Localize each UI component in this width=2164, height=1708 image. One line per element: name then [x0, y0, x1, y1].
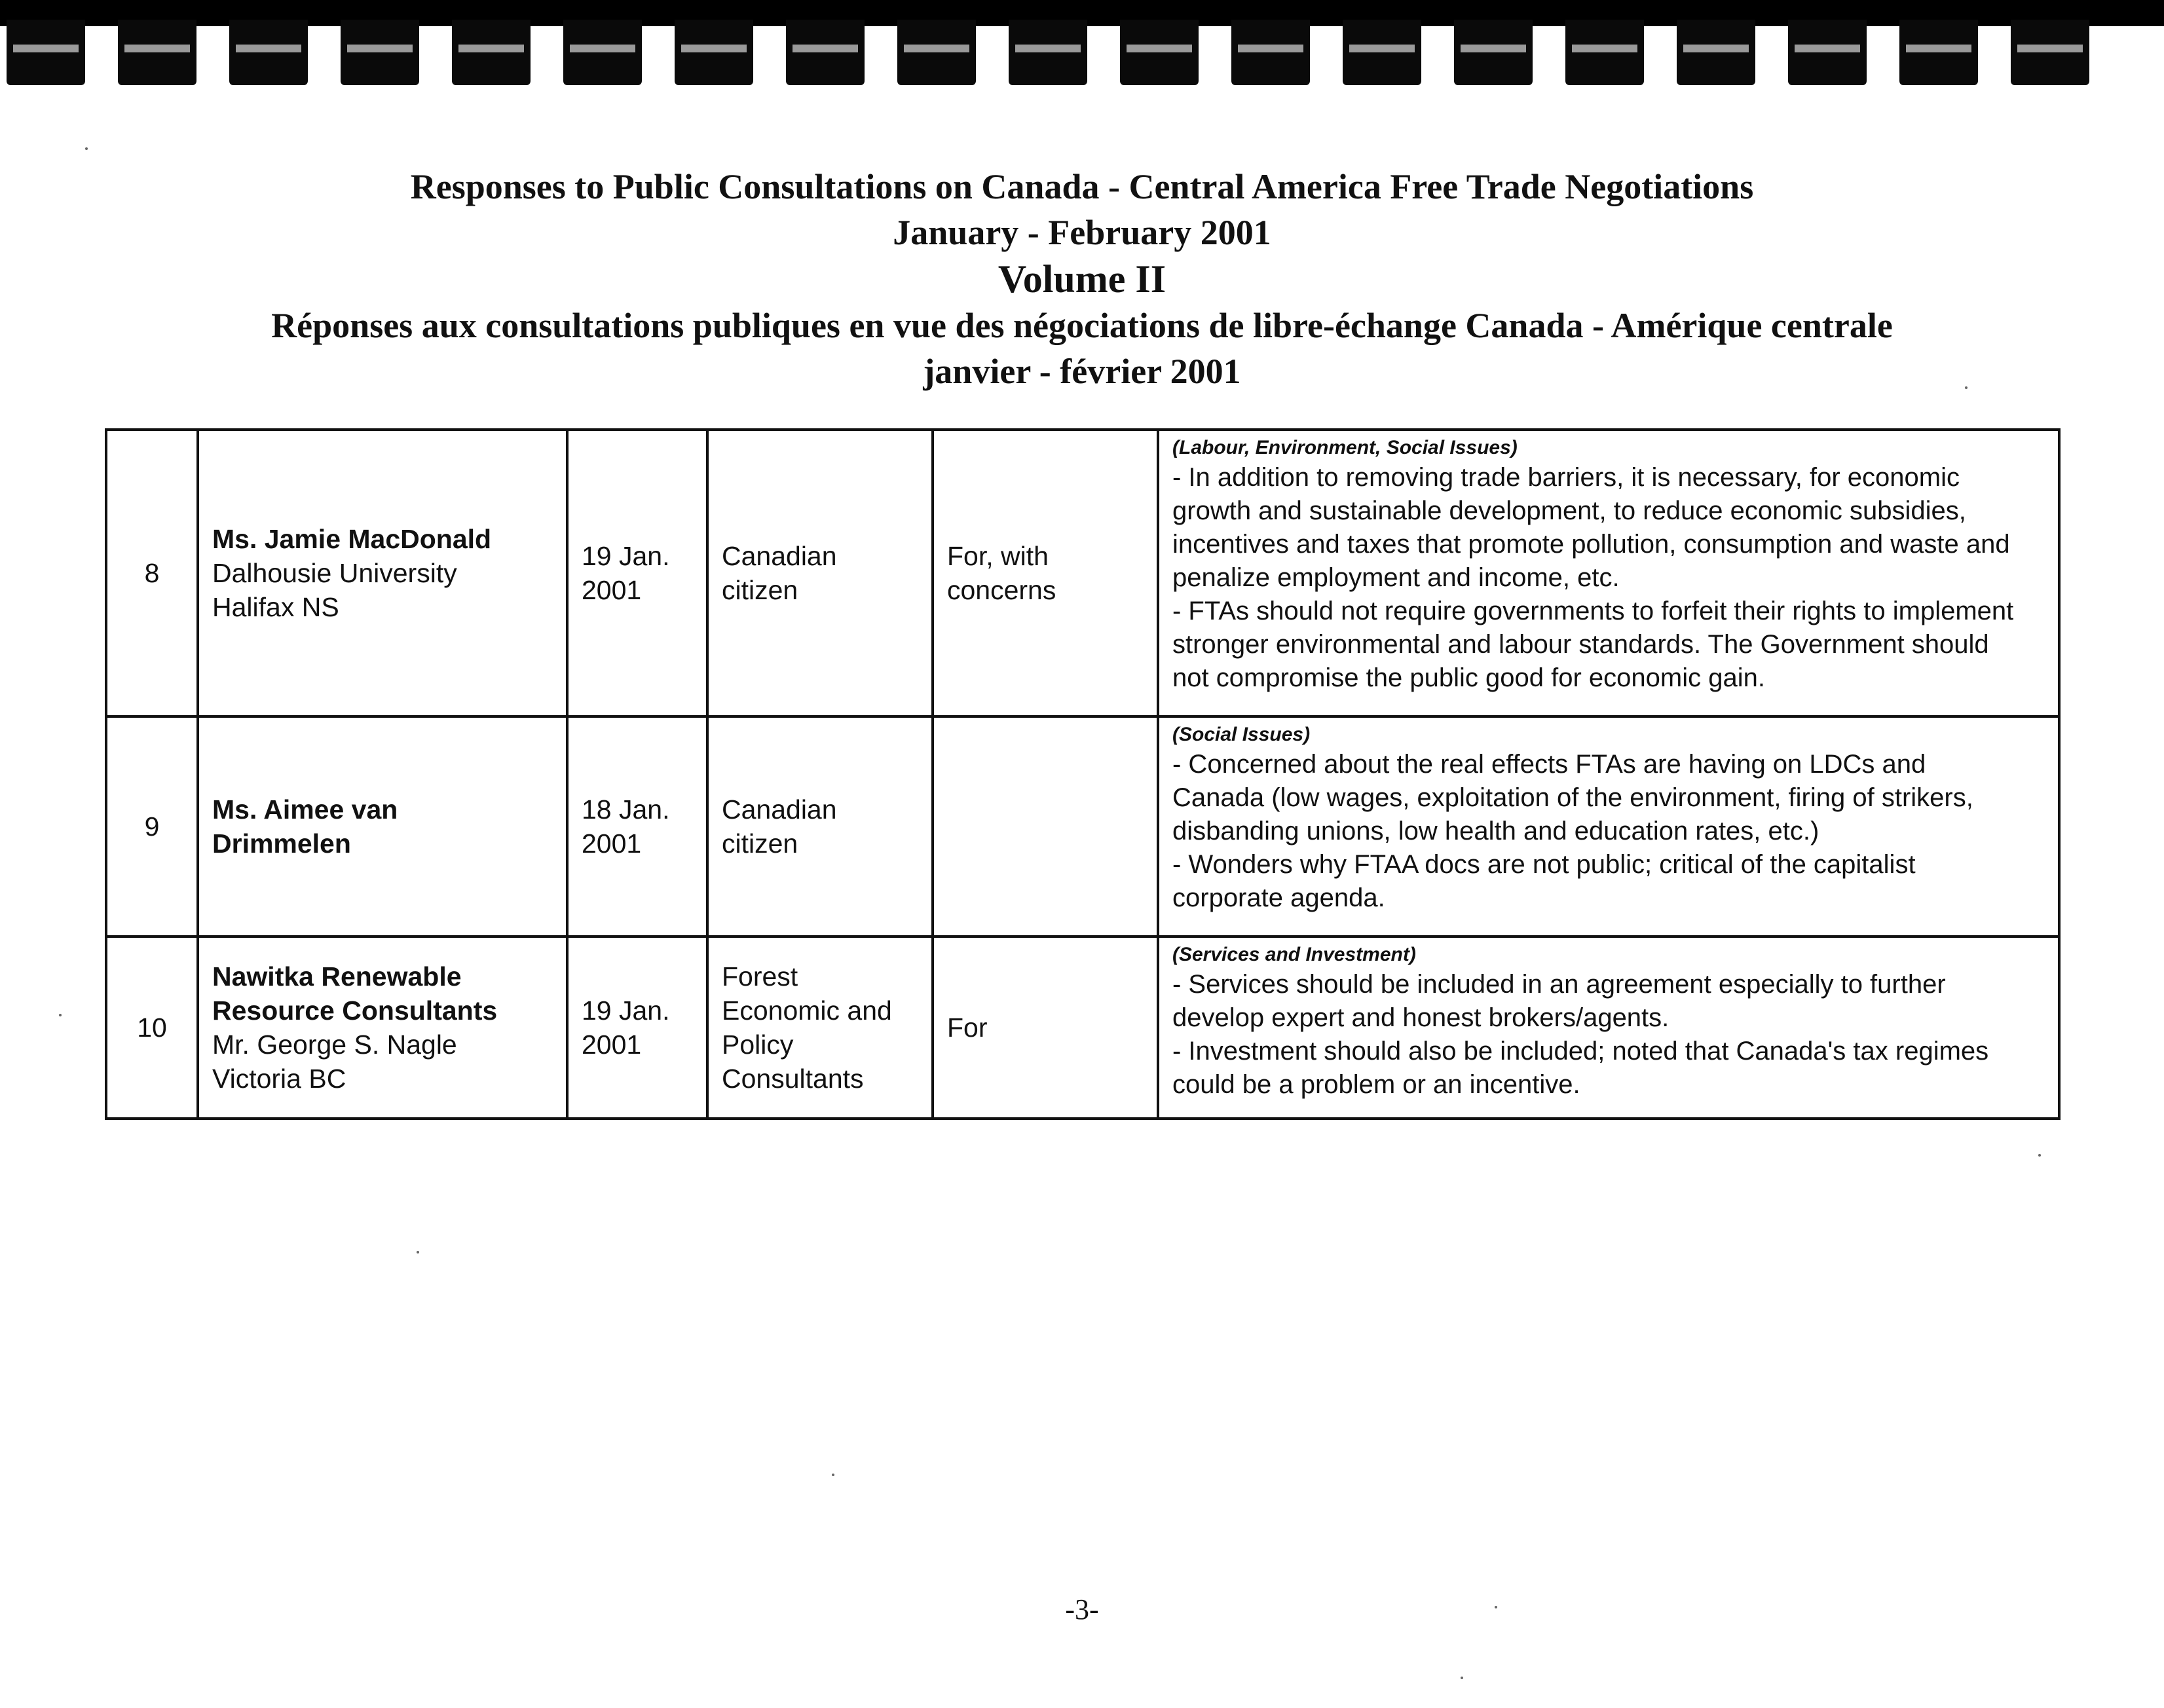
respondent-name: Ms. Jamie MacDonald: [212, 524, 492, 554]
document-header: [0, 164, 2164, 394]
comment-line: could be a problem or an incentive.: [1172, 1070, 1580, 1099]
date-line: 2001: [582, 1030, 642, 1060]
date-cell: [567, 716, 707, 937]
comment-line: - Concerned about the real effects FTAs are having on LDCs and: [1172, 750, 1926, 779]
comment-line: growth and sustainable development, to reduce economic subsidies,: [1172, 496, 1966, 525]
respondent-detail: Halifax NS: [212, 592, 339, 622]
date-line: 2001: [582, 828, 642, 859]
scan-speck: [1965, 386, 1968, 389]
respondent-cell: [198, 716, 567, 937]
row-number: 8: [106, 430, 198, 716]
comments-cell: [1158, 430, 2059, 716]
respondent-cell: [198, 937, 567, 1119]
respondent-detail: Victoria BC: [212, 1064, 346, 1094]
scan-speck: [1461, 1677, 1463, 1679]
respondent-type-cell: [707, 937, 933, 1119]
binding-tab: [786, 20, 865, 85]
respondent-name: Drimmelen: [212, 828, 351, 859]
comment-line: - FTAs should not require governments to forfeit their rights to implement: [1172, 597, 2014, 625]
scan-speck: [832, 1474, 834, 1476]
topic-label: (Labour, Environment, Social Issues): [1172, 437, 1518, 458]
type-line: Consultants: [722, 1064, 864, 1094]
scan-speck: [2038, 1154, 2041, 1157]
position-line: For, with: [947, 541, 1049, 571]
date-cell: [567, 430, 707, 716]
comment-line: stronger environmental and labour standards. The Government should: [1172, 630, 1989, 659]
respondent-detail: Dalhousie University: [212, 558, 457, 588]
date-line: 19 Jan.: [582, 995, 670, 1026]
binding-tab: [1454, 20, 1533, 85]
respondent-cell: [198, 430, 567, 716]
position-cell: [933, 937, 1158, 1119]
binding-tab: [1677, 20, 1755, 85]
binding-tab: [1343, 20, 1421, 85]
type-line: citizen: [722, 575, 798, 605]
date-cell: [567, 937, 707, 1119]
respondent-type-cell: [707, 716, 933, 937]
binding-tab: [1231, 20, 1310, 85]
date-line: 18 Jan.: [582, 794, 670, 825]
comment-line: - Investment should also be included; noted that Canada's tax regimes: [1172, 1037, 1989, 1066]
table-row: [106, 716, 2059, 937]
topic-label: (Services and Investment): [1172, 944, 1416, 965]
scan-speck: [417, 1251, 419, 1253]
comment-line: disbanding unions, low health and education rates, etc.): [1172, 817, 1819, 845]
page-number: -3-: [1065, 1593, 1099, 1625]
respondent-type-cell: [707, 430, 933, 716]
type-line: Forest: [722, 961, 798, 992]
position-cell: [933, 430, 1158, 716]
position-line: For: [947, 1012, 988, 1043]
binding-tab: [1120, 20, 1199, 85]
position-line: concerns: [947, 575, 1056, 605]
binding-tab: [563, 20, 642, 85]
comment-line: incentives and taxes that promote pollution, consumption and waste and: [1172, 530, 2010, 559]
comment-line: - Wonders why FTAA docs are not public; critical of the capitalist: [1172, 850, 1916, 879]
comment-line: Canada (low wages, exploitation of the environment, firing of strikers,: [1172, 783, 1973, 812]
date-range-english: January - February 2001: [893, 213, 1271, 252]
type-line: Canadian: [722, 541, 837, 571]
date-range-french: janvier - février 2001: [923, 352, 1241, 391]
scan-speck: [59, 1014, 62, 1016]
respondent-name: Ms. Aimee van: [212, 794, 398, 825]
binding-tab: [118, 20, 196, 85]
comment-line: corporate agenda.: [1172, 883, 1385, 912]
binding-tab: [1788, 20, 1867, 85]
comment-line: - In addition to removing trade barriers, it is necessary, for economic: [1172, 463, 1960, 492]
title-english: Responses to Public Consultations on Canada - Central America Free Trade Negotiations: [410, 167, 1754, 206]
row-number: 10: [106, 937, 198, 1119]
binding-strip: [0, 0, 2164, 92]
row-number: 9: [106, 716, 198, 937]
respondent-name: Resource Consultants: [212, 995, 498, 1026]
position-cell: [933, 716, 1158, 937]
binding-tab: [341, 20, 419, 85]
type-line: Canadian: [722, 794, 837, 825]
comments-cell: [1158, 716, 2059, 937]
type-line: Policy: [722, 1030, 794, 1060]
binding-tab: [897, 20, 976, 85]
binding-tab: [1565, 20, 1644, 85]
volume-label: Volume II: [998, 257, 1166, 301]
date-line: 2001: [582, 575, 642, 605]
table-row: [106, 937, 2059, 1119]
binding-tab: [675, 20, 753, 85]
binding-tab: [1009, 20, 1087, 85]
date-line: 19 Jan.: [582, 541, 670, 571]
responses-table: [105, 428, 2061, 1120]
comment-line: - Services should be included in an agreement especially to further: [1172, 970, 1946, 999]
type-line: Economic and: [722, 995, 892, 1026]
comments-cell: [1158, 937, 2059, 1119]
binding-tab: [7, 20, 85, 85]
respondent-detail: Mr. George S. Nagle: [212, 1030, 457, 1060]
binding-tab: [1899, 20, 1978, 85]
binding-tab: [2011, 20, 2089, 85]
comment-line: not compromise the public good for economic gain.: [1172, 663, 1765, 692]
title-french: Réponses aux consultations publiques en vue des négociations de libre-échange Canada - Amérique centrale: [271, 306, 1893, 345]
comment-line: penalize employment and income, etc.: [1172, 563, 1620, 592]
comment-line: develop expert and honest brokers/agents.: [1172, 1003, 1670, 1032]
type-line: citizen: [722, 828, 798, 859]
binding-tab: [452, 20, 531, 85]
scan-speck: [85, 147, 88, 150]
topic-label: (Social Issues): [1172, 724, 1311, 745]
binding-tab: [229, 20, 308, 85]
respondent-name: Nawitka Renewable: [212, 961, 462, 992]
table-row: [106, 430, 2059, 716]
